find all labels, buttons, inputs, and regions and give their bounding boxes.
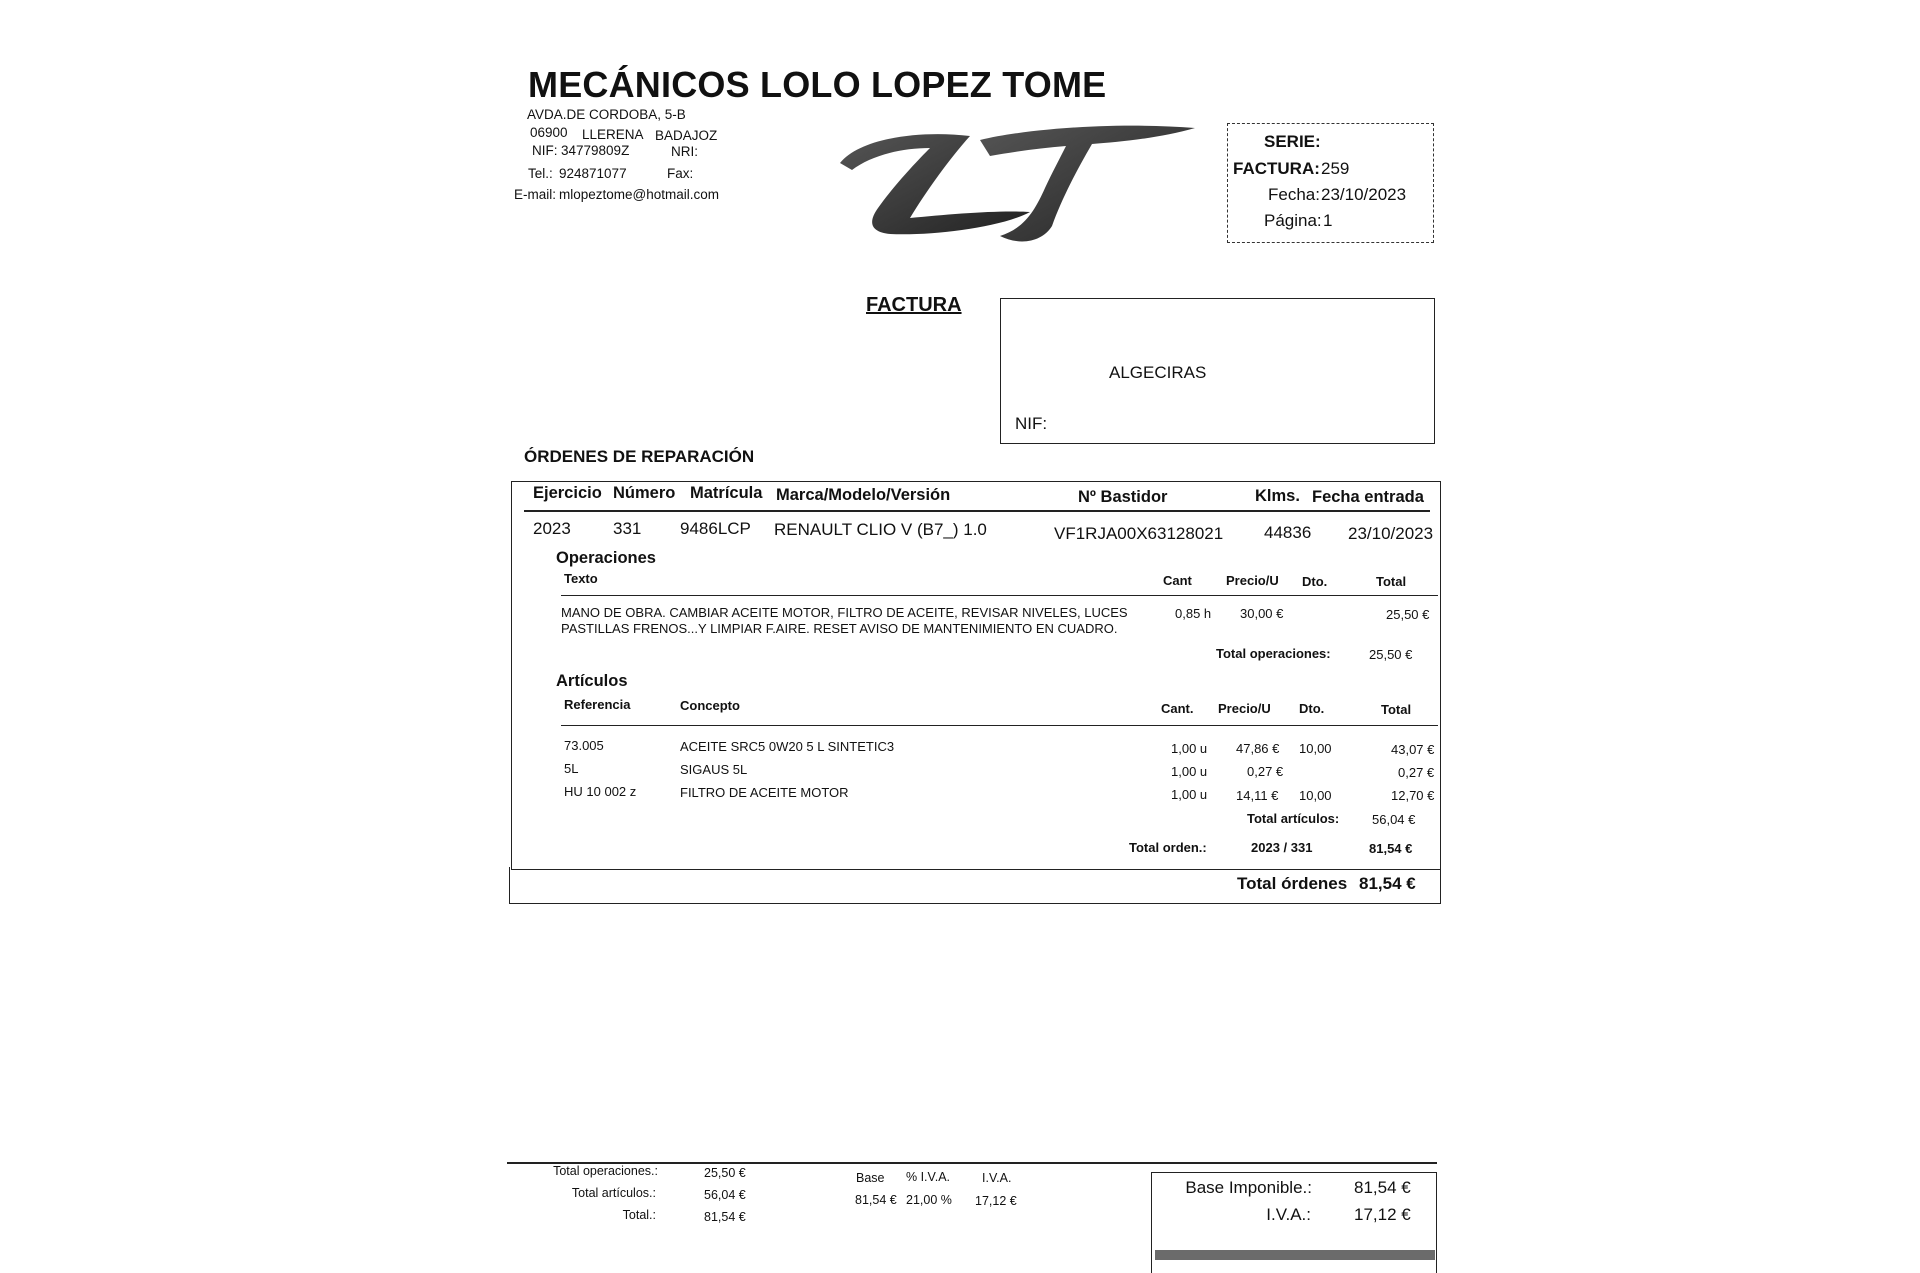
- order-bastidor: VF1RJA00X63128021: [1054, 524, 1224, 543]
- document-title: FACTURA: [866, 294, 962, 316]
- op-col-precio: Precio/U: [1226, 573, 1279, 588]
- op-col-dto: Dto.: [1302, 574, 1328, 589]
- col-numero: Número: [613, 484, 676, 502]
- op-total: 25,50 €: [1386, 607, 1430, 622]
- op-precio: 30,00 €: [1240, 606, 1284, 621]
- order-numero: 331: [613, 519, 642, 538]
- factura-label: FACTURA:: [1233, 159, 1320, 178]
- total-ordenes-label: Total órdenes: [1237, 874, 1348, 893]
- art-row-1-dto: 10,00: [1299, 741, 1332, 756]
- company-province: BADAJOZ: [655, 128, 718, 143]
- art-row-1-cant: 1,00 u: [1171, 741, 1208, 756]
- factura-number: 259: [1321, 159, 1350, 178]
- order-matricula: 9486LCP: [680, 519, 751, 538]
- footer-pct-val: 21,00 %: [906, 1193, 952, 1207]
- company-fax-label: Fax:: [667, 166, 694, 181]
- footer-tot-op-value: 25,50 €: [704, 1166, 746, 1180]
- company-email-label: E-mail:: [514, 187, 557, 202]
- footer-base-col: Base: [856, 1171, 885, 1185]
- art-row-3-cant: 1,00 u: [1171, 787, 1208, 802]
- col-marca: Marca/Modelo/Versión: [776, 486, 951, 504]
- footer-iva-val: 17,12 €: [975, 1194, 1017, 1208]
- col-fecha-entrada: Fecha entrada: [1312, 488, 1424, 506]
- footer-total-bar: [1155, 1250, 1435, 1260]
- company-address: AVDA.DE CORDOBA, 5-B: [527, 107, 686, 122]
- footer-tot-art-label: Total artículos.:: [571, 1186, 656, 1200]
- art-row-2-concepto: SIGAUS 5L: [680, 762, 748, 777]
- company-name: MECÁNICOS LOLO LOPEZ TOME: [528, 64, 1107, 105]
- footer-tot-op-label: Total operaciones.:: [553, 1164, 658, 1178]
- art-row-3-ref: HU 10 002 z: [564, 784, 637, 799]
- client-city: ALGECIRAS: [1109, 363, 1207, 382]
- op-cant: 0,85 h: [1175, 606, 1212, 621]
- footer-base-val: 81,54 €: [855, 1193, 897, 1207]
- art-col-precio: Precio/U: [1218, 701, 1271, 716]
- art-header-rule: [561, 725, 1438, 726]
- footer-iva-value: 17,12 €: [1354, 1205, 1411, 1224]
- total-orden-ref: 2023 / 331: [1251, 840, 1313, 855]
- col-matricula: Matrícula: [690, 484, 763, 502]
- order-header-rule: [524, 510, 1430, 512]
- company-nri-label: NRI:: [671, 144, 698, 159]
- company-logo: [830, 118, 1200, 248]
- art-row-3-concepto: FILTRO DE ACEITE MOTOR: [680, 785, 849, 800]
- company-nif-label: NIF:: [532, 143, 558, 158]
- art-row-3-dto: 10,00: [1299, 788, 1332, 803]
- fecha-label: Fecha:: [1268, 185, 1320, 204]
- art-row-3-precio: 14,11 €: [1236, 788, 1279, 803]
- art-col-dto: Dto.: [1299, 701, 1325, 716]
- company-email: mlopeztome@hotmail.com: [559, 187, 720, 202]
- invoice-date: 23/10/2023: [1321, 185, 1407, 204]
- articulos-title: Artículos: [556, 672, 628, 690]
- footer-tot-art-value: 56,04 €: [704, 1188, 746, 1202]
- col-bastidor: Nº Bastidor: [1078, 488, 1168, 506]
- order-ejercicio: 2023: [533, 519, 571, 538]
- total-ordenes-value: 81,54 €: [1359, 874, 1416, 893]
- art-row-1-total: 43,07 €: [1391, 742, 1435, 757]
- footer-pct-col: % I.V.A.: [906, 1170, 951, 1184]
- op-text-line-1: MANO DE OBRA. CAMBIAR ACEITE MOTOR, FILTRO DE ACEITE, REVISAR NIVELES, LUCES: [561, 605, 1128, 620]
- order-marca: RENAULT CLIO V (B7_) 1.0: [774, 520, 987, 539]
- col-ejercicio: Ejercicio: [533, 484, 602, 502]
- art-row-2-total: 0,27 €: [1398, 765, 1435, 780]
- company-postal-code: 06900: [530, 125, 568, 140]
- op-col-texto: Texto: [564, 571, 598, 586]
- base-imponible-label: Base Imponible.:: [1185, 1178, 1312, 1197]
- art-col-cant: Cant.: [1161, 701, 1194, 716]
- page-number: 1: [1323, 211, 1333, 230]
- total-orden-label: Total orden.:: [1129, 840, 1207, 855]
- company-city: LLERENA: [582, 127, 644, 142]
- company-tel: 924871077: [559, 166, 627, 181]
- serie-label: SERIE:: [1264, 132, 1321, 151]
- client-nif-label: NIF:: [1015, 414, 1048, 433]
- orders-title: ÓRDENES DE REPARACIÓN: [524, 447, 755, 466]
- client-box: [1000, 298, 1435, 444]
- base-imponible-value: 81,54 €: [1354, 1178, 1411, 1197]
- company-tel-label: Tel.:: [528, 166, 553, 181]
- col-klms: Klms.: [1255, 487, 1300, 505]
- art-row-1-ref: 73.005: [564, 738, 604, 753]
- art-col-concepto: Concepto: [680, 698, 740, 713]
- op-total-value: 25,50 €: [1369, 647, 1413, 662]
- art-col-ref: Referencia: [564, 697, 631, 712]
- art-row-2-ref: 5L: [564, 761, 579, 776]
- op-header-rule: [561, 595, 1438, 596]
- order-klms: 44836: [1264, 523, 1312, 542]
- footer-total-value: 81,54 €: [704, 1210, 746, 1224]
- art-row-1-precio: 47,86 €: [1236, 741, 1280, 756]
- op-col-total: Total: [1376, 574, 1407, 589]
- op-text-line-2: PASTILLAS FRENOS...Y LIMPIAR F.AIRE. RESET AVISO DE MANTENIMIENTO EN CUADRO.: [561, 621, 1118, 636]
- art-row-2-cant: 1,00 u: [1171, 764, 1208, 779]
- footer-iva-col: I.V.A.: [982, 1171, 1012, 1185]
- total-orden-value: 81,54 €: [1369, 841, 1413, 856]
- art-col-total: Total: [1381, 702, 1412, 717]
- art-row-2-precio: 0,27 €: [1247, 764, 1284, 779]
- op-col-cant: Cant: [1163, 573, 1192, 588]
- company-nif: 34779809Z: [561, 143, 630, 158]
- art-total-label: Total artículos:: [1247, 811, 1340, 826]
- order-fecha: 23/10/2023: [1348, 524, 1434, 543]
- op-total-label: Total operaciones:: [1216, 646, 1331, 661]
- footer-total-label: Total.:: [622, 1208, 656, 1222]
- art-row-3-total: 12,70 €: [1391, 788, 1435, 803]
- pagina-label: Página:: [1264, 211, 1322, 230]
- art-row-1-concepto: ACEITE SRC5 0W20 5 L SINTETIC3: [680, 739, 895, 754]
- footer-iva-label: I.V.A.:: [1266, 1205, 1311, 1224]
- art-total-value: 56,04 €: [1372, 812, 1416, 827]
- operaciones-title: Operaciones: [556, 549, 656, 567]
